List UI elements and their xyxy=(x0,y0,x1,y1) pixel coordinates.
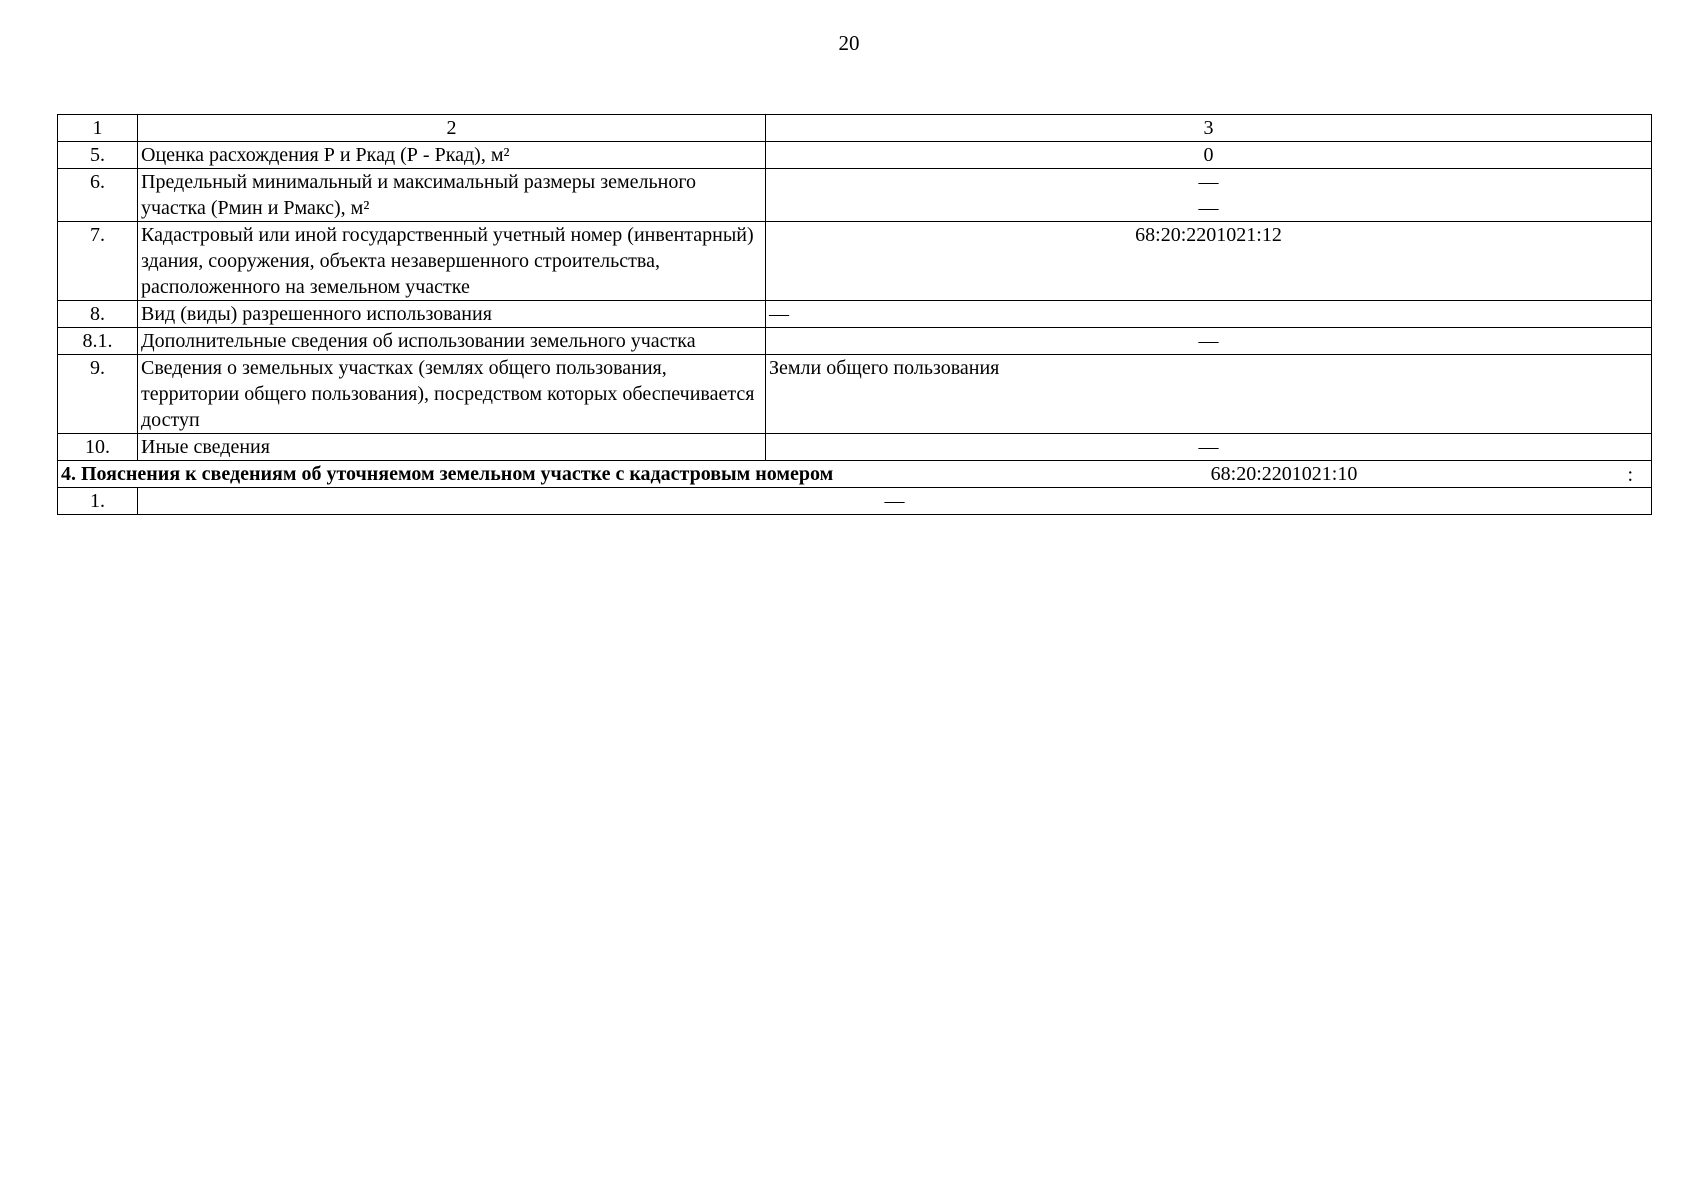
table-row xyxy=(58,301,1652,328)
row-number: 10. xyxy=(58,434,138,461)
section-4-colon: : xyxy=(1627,464,1633,486)
row-label: Вид (виды) разрешенного использования xyxy=(138,301,766,328)
table-row xyxy=(58,169,1652,222)
row-label: Сведения о земельных участках (землях общего пользования, территории общего пользования), посредством которых обеспечивается доступ xyxy=(138,355,766,434)
row-label: Предельный минимальный и максимальный размеры земельного участка (Рмин и Рмакс), м² xyxy=(138,169,766,222)
row-value: — xyxy=(766,328,1652,355)
table-row xyxy=(58,328,1652,355)
page-number: 20 xyxy=(838,31,860,55)
row-value xyxy=(766,169,1652,222)
row-label: Оценка расхождения Р и Ркад (Р - Ркад), м² xyxy=(138,142,766,169)
building-cadastral-number: 68:20:2201021:12 xyxy=(766,222,1652,301)
row-value: — xyxy=(766,301,1652,328)
table-row xyxy=(58,142,1652,169)
row-value: Земли общего пользования xyxy=(766,355,1652,434)
row-number: 1. xyxy=(58,488,138,515)
min-size-value: — xyxy=(1198,171,1219,193)
row-value: 0 xyxy=(766,142,1652,169)
row-label: Дополнительные сведения об использовании земельного участка xyxy=(138,328,766,355)
row-number: 7. xyxy=(58,222,138,301)
row-value: — xyxy=(138,488,1652,515)
row-label: Кадастровый или иной государственный учетный номер (инвентарный) здания, сооружения, объекта незавершенного строительства, расположенного на земельном участке xyxy=(138,222,766,301)
row-number: 9. xyxy=(58,355,138,434)
cadastral-data-table xyxy=(57,114,1652,515)
row-number: 8. xyxy=(58,301,138,328)
row-value: — xyxy=(766,434,1652,461)
table-row xyxy=(58,222,1652,301)
table-row xyxy=(58,488,1652,515)
table-header-row xyxy=(58,115,1652,142)
section-4-header xyxy=(58,461,1652,488)
row-number: 5. xyxy=(58,142,138,169)
row-label: Иные сведения xyxy=(138,434,766,461)
table-row xyxy=(58,434,1652,461)
column-header-2: 2 xyxy=(138,115,766,142)
table-row xyxy=(58,355,1652,434)
column-header-1: 1 xyxy=(58,115,138,142)
max-size-value: — xyxy=(1198,197,1219,219)
section-4-cadastral-number: 68:20:2201021:10 xyxy=(948,462,1620,488)
row-number: 6. xyxy=(58,169,138,222)
column-header-3: 3 xyxy=(766,115,1652,142)
section-4-title: 4. Пояснения к сведениям об уточняемом земельном участке с кадастровым номером xyxy=(61,463,834,485)
section-header-row xyxy=(58,461,1652,488)
row-number: 8.1. xyxy=(58,328,138,355)
